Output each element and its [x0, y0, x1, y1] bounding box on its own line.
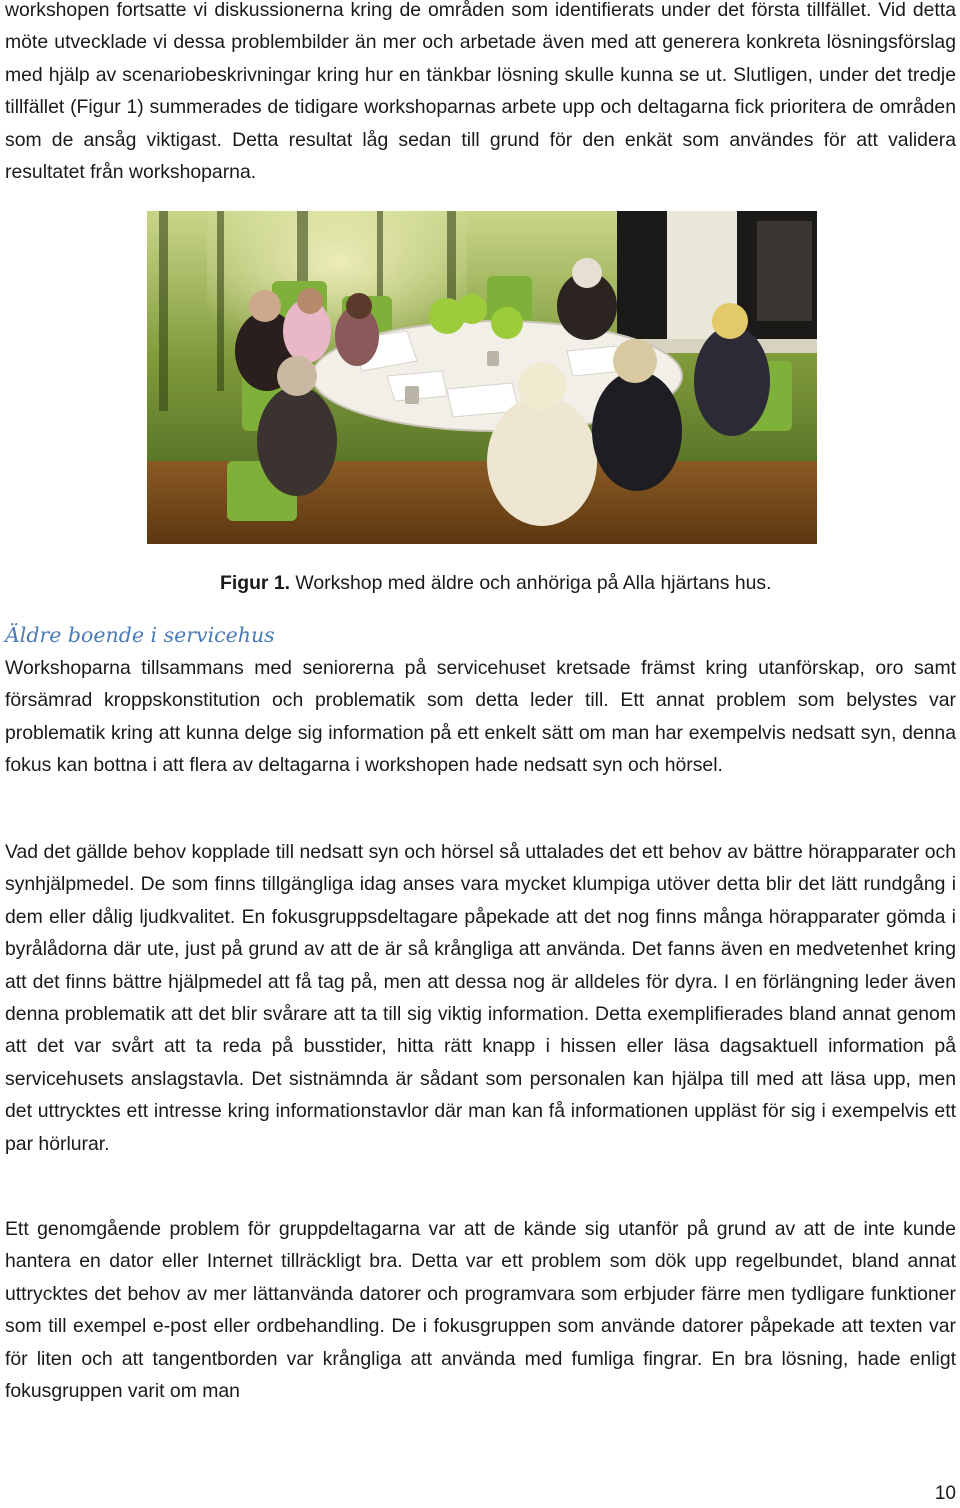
body-paragraph: Ett genomgående problem för gruppdeltagarna var att de kände sig utanför på grund av att de inte kunde hantera en dator eller Internet tillräckligt bra. Detta var ett problem som dök upp regelbundet, bland annat uttrycktes det behov av mer lättanvända datorer och programvara som erbjuder färre men tydligare funktioner som till exempel e-post eller ordbehandling. De i fokusgruppen som använde datorer påpekade att texten var för liten och att tangentborden var krångliga att använda med fumliga fingrar. En bra lösning, hade enligt fokusgruppen varit om man — [5, 1218, 956, 1403]
section-heading: Äldre boende i servicehus — [5, 623, 275, 647]
figure-caption-text: Workshop med äldre och anhöriga på Alla hjärtans hus. — [295, 572, 772, 594]
body-paragraph: Workshoparna tillsammans med seniorerna på servicehuset kretsade främst kring utanförskap, oro samt försämrad kroppskonstitution och problematik som detta leder till. Ett annat problem som belystes var problematik kring att kunna delge sig information på ett enkelt sätt om man har exempelvis nedsatt syn, denna fokus kan bottna i att flera av deltagarna i workshopen hade nedsatt syn och hörsel. — [5, 657, 956, 777]
figure-label: Figur 1. — [220, 572, 291, 594]
body-paragraph: Vad det gällde behov kopplade till nedsatt syn och hörsel så uttalades det ett behov av bättre hörapparater och synhjälpmedel. De som finns tillgängliga idag anses vara mycket klumpiga utöver detta blir det lätt rundgång i dem eller dålig ljudkvalitet. En fokusgruppsdeltagare påpekade att det nog finns många hörapparater gömda i byrålådorna där ute, just på grund av att de är så krångliga att använda. Det fanns även en medvetenhet kring att det finns bättre hjälpmedel att få tag på, men att dessa nog är alldeles för dyra. I en förlängning leder även denna problematik att det blir svårare att ta till sig viktig information. Detta exemplifierades bland annat genom att det var svårt att ta reda på busstider, hitta rätt knapp i hissen eller läsa dagsaktuell information på servicehusets anslagstavla. Det sistnämnda är sådant som personalen kan hjälpa till med att läsa upp, men det uttrycktes ett intresse kring informationstavlor där man kan få informationen uppläst för sig i exempelvis ett par hörlurar. — [5, 841, 956, 1155]
page-number: 10 — [934, 1483, 956, 1504]
workshop-photo — [147, 211, 817, 544]
intro-paragraph: workshopen fortsatte vi diskussionerna kring de områden som identifierats under det första tillfället. Vid detta möte utvecklade vi dessa problembilder än mer och arbetade även med att generera konkreta lösningsförslag med hjälp av scenariobeskrivningar kring hur en tänkbar lösning skulle kunna se ut. Slutligen, under det tredje tillfället (Figur 1) summerades de tidigare workshoparnas arbete upp och deltagarna fick prioritera de områden som de ansåg viktigast. Detta resultat låg sedan till grund för den enkät som användes för att validera resultatet från workshoparna. — [5, 0, 956, 184]
figure-caption — [220, 567, 772, 599]
